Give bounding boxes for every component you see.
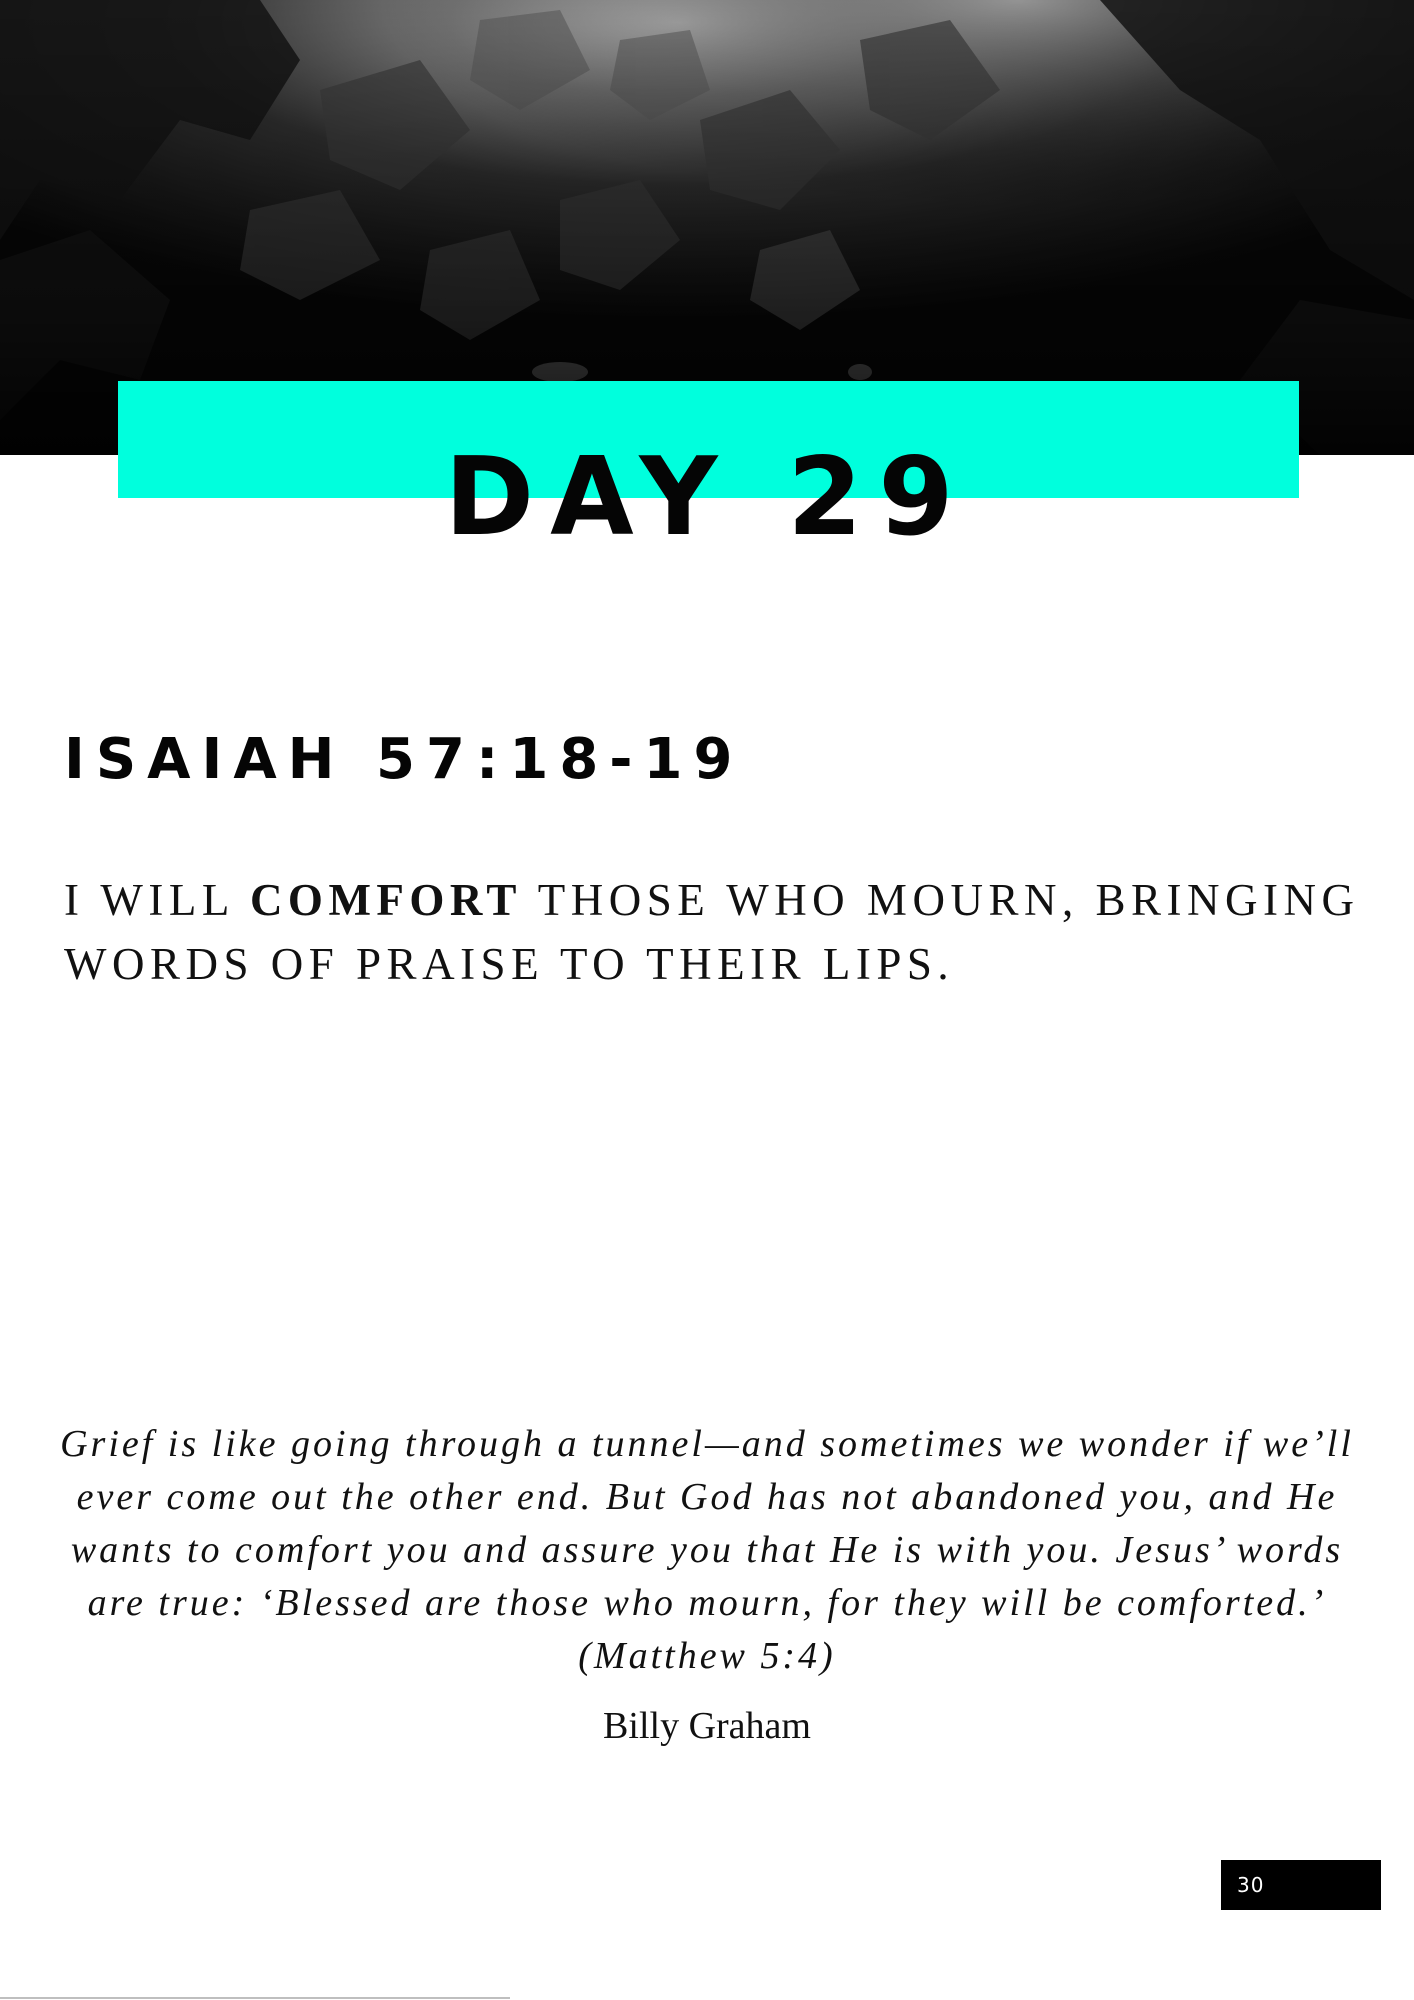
quote-text: Grief is like going through a tunnel—and sometimes we wonder if we’ll ever come out the other end. But God has not abandoned you, and He wants to comfort you and assure you that He is with you. Jesus’ words are true: ‘Blessed are those who mourn, for they will be comforted.’ (Matthew 5:4) [60, 1423, 1354, 1677]
verse-text-after: THOSE WHO MOURN, BRINGING WORDS OF PRAISE TO THEIR LIPS. [64, 875, 1360, 989]
scripture-reference: ISAIAH 57:18-19 [64, 727, 744, 792]
day-title: DAY 29 [444, 435, 970, 560]
verse-text-before: I WILL [64, 875, 250, 925]
scripture-verse [64, 868, 1364, 996]
page-number: 30 [1221, 1860, 1381, 1910]
bottom-divider [0, 1997, 510, 1999]
verse-emphasis: COMFORT [249, 875, 522, 925]
quote-author: Billy Graham [603, 1705, 811, 1747]
